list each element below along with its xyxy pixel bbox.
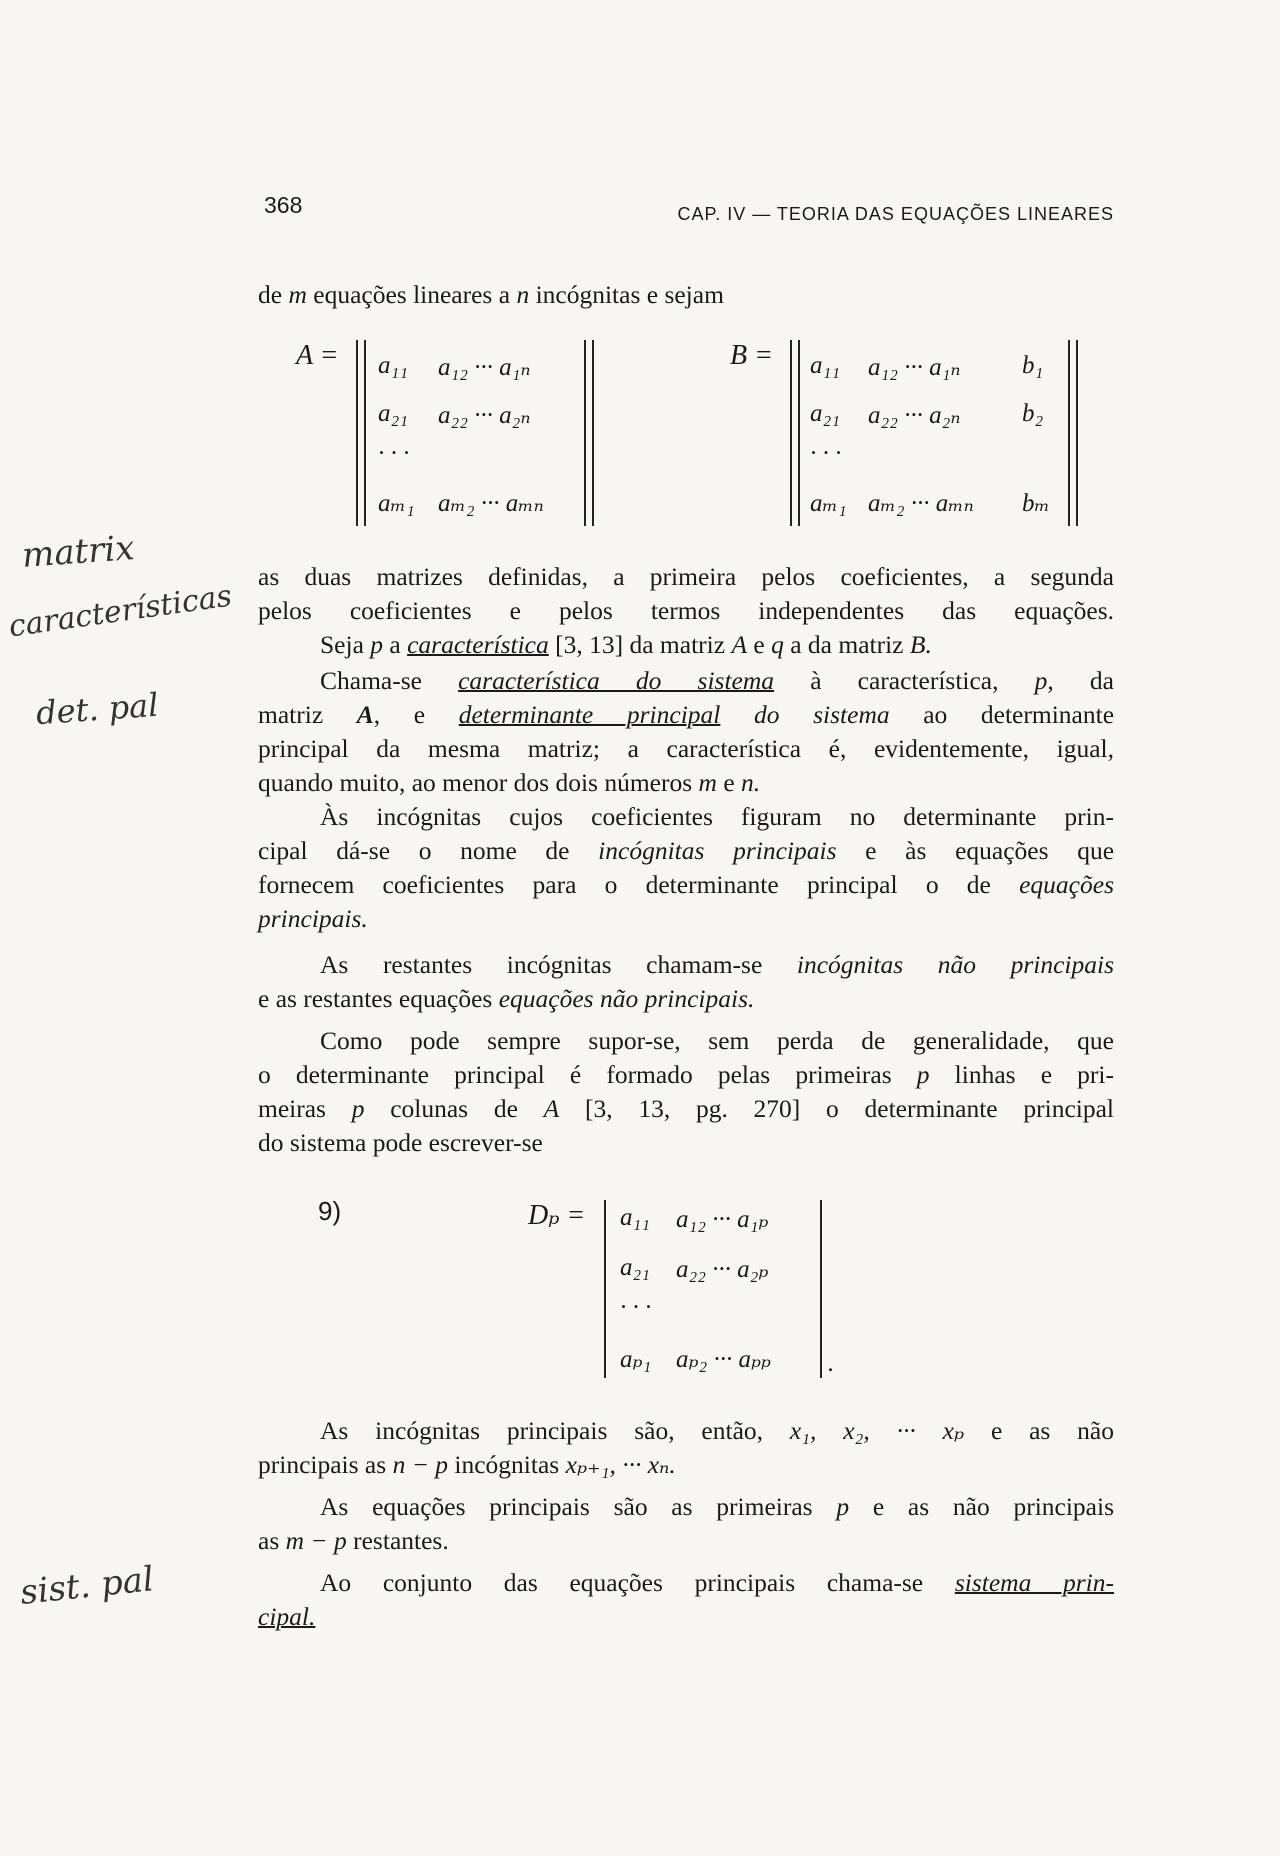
det-r2c2: a₂₂ ··· a₂ₚ	[676, 1256, 769, 1283]
matrix-b-r1c3: b₁	[1022, 352, 1044, 379]
matrix-b-r4c2: aₘ₂ ··· aₘₙ	[868, 490, 974, 517]
det-r4c2: aₚ₂ ··· aₚₚ	[676, 1346, 771, 1373]
term-determinante-principal: determinante principal	[458, 700, 721, 729]
paragraph-3-line-3: principal da mesma matriz; a característica é, evidentemente, igual,	[258, 734, 1114, 763]
matrix-a-dots: · · ·	[378, 440, 410, 467]
matrix-b-r2c2: a₂₂ ··· a₂ₙ	[868, 402, 961, 429]
paragraph-3-line-2: matriz A, e determinante principal do sistema ao determinante	[258, 700, 1115, 729]
paragraph-7-line-1: As incógnitas principais são, então, x₁, x₂, ··· xₚ e as não	[320, 1416, 1114, 1445]
paragraph-4-line-3: fornecem coeficientes para o determinante principal o de equações	[258, 870, 1114, 899]
paragraph-8-line-2: as m − p restantes.	[258, 1526, 449, 1555]
det-dots: · · ·	[620, 1294, 652, 1321]
det-r4c1: aₚ₁	[620, 1346, 652, 1373]
matrix-a-r2c1: a₂₁	[378, 400, 408, 427]
paragraph-2: Seja p a característica [3, 13] da matriz A e q a da matriz B.	[320, 630, 932, 659]
matrix-a-r4c1: aₘ₁	[378, 490, 415, 517]
determinant-left-bar	[604, 1200, 606, 1378]
paragraph-4-line-1: Às incógnitas cujos coeficientes figuram no determinante prin-	[320, 802, 1114, 831]
matrix-b-r2c3: b₂	[1022, 400, 1044, 427]
term-sistema-principal: sistema prin-	[954, 1568, 1115, 1597]
matrix-a-r1c1: a₁₁	[378, 352, 408, 379]
paragraph-6-line-3: meiras p colunas de A [3, 13, pg. 270] o determinante principal	[258, 1094, 1114, 1123]
matrix-b-left-bar	[790, 340, 800, 526]
term-caracteristica: característica	[407, 630, 549, 659]
matrix-a-r1c2: a₁₂ ··· a₁ₙ	[438, 354, 531, 381]
matrix-a-label: A =	[296, 340, 339, 371]
paragraph-6-line-1: Como pode sempre supor-se, sem perda de generalidade, que	[320, 1026, 1114, 1055]
running-head: CAP. IV — TEORIA DAS EQUAÇÕES LINEARES	[677, 204, 1114, 224]
det-r1c1: a₁₁	[620, 1204, 650, 1231]
determinant-label: Dₚ =	[528, 1200, 586, 1231]
paragraph-6-line-2: o determinante principal é formado pelas primeiras p linhas e pri-	[258, 1060, 1114, 1089]
determinant-right-bar	[820, 1200, 822, 1378]
paragraph-9-line-2: cipal.	[258, 1602, 316, 1631]
matrix-b-label: B =	[730, 340, 773, 371]
paragraph-1-line-2: pelos coeficientes e pelos termos independentes das equações.	[258, 596, 1114, 625]
equation-number: 9)	[318, 1196, 342, 1226]
paragraph-1-line-1: as duas matrizes definidas, a primeira pelos coeficientes, a segunda	[258, 562, 1114, 591]
paragraph-4-line-4: principais.	[258, 904, 368, 933]
matrix-b-dots: · · ·	[810, 440, 842, 467]
page-number: 368	[264, 192, 303, 218]
paragraph-3-line-4: quando muito, ao menor dos dois números m e n.	[258, 768, 761, 797]
margin-note-2: características	[6, 578, 234, 645]
matrix-a-r4c2: aₘ₂ ··· aₘₙ	[438, 490, 544, 517]
paragraph-5-line-2: e as restantes equações equações não principais.	[258, 984, 755, 1013]
margin-note-4: sist. pal	[18, 1559, 156, 1613]
matrix-b-r4c3: bₘ	[1022, 490, 1050, 517]
paragraph-7-line-2: principais as n − p incógnitas xₚ₊₁, ··· xₙ.	[258, 1450, 676, 1479]
det-r2c1: a₂₁	[620, 1254, 650, 1281]
matrix-b-r2c1: a₂₁	[810, 400, 840, 427]
paragraph-4-line-2: cipal dá-se o nome de incógnitas principais e às equações que	[258, 836, 1115, 865]
paragraph-6-line-4: do sistema pode escrever-se	[258, 1128, 543, 1157]
matrix-b-r4c1: aₘ₁	[810, 490, 847, 517]
matrix-a-right-bar	[584, 340, 594, 526]
margin-note-3: det. pal	[34, 685, 160, 733]
matrix-b-right-bar	[1068, 340, 1078, 526]
paragraph-3-line-1: Chama-se característica do sistema à característica, p, da	[320, 666, 1114, 695]
term-caracteristica-do-sistema: característica do sistema	[458, 666, 775, 695]
paragraph-8-line-1: As equações principais são as primeiras p e as não principais	[320, 1492, 1115, 1521]
matrix-b-r1c1: a₁₁	[810, 352, 840, 379]
matrix-b-r1c2: a₁₂ ··· a₁ₙ	[868, 354, 961, 381]
det-r1c2: a₁₂ ··· a₁ₚ	[676, 1206, 769, 1233]
paragraph-5-line-1: As restantes incógnitas chamam-se incógnitas não principais	[320, 950, 1114, 979]
margin-note-1: matrix	[20, 528, 136, 576]
intro-line: de m equações lineares a n incógnitas e sejam	[258, 280, 724, 309]
matrix-a-left-bar	[356, 340, 366, 526]
paragraph-9-line-1: Ao conjunto das equações principais chama-se sistema prin-	[320, 1568, 1115, 1597]
matrix-a-r2c2: a₂₂ ··· a₂ₙ	[438, 402, 531, 429]
det-period: .	[828, 1350, 835, 1377]
